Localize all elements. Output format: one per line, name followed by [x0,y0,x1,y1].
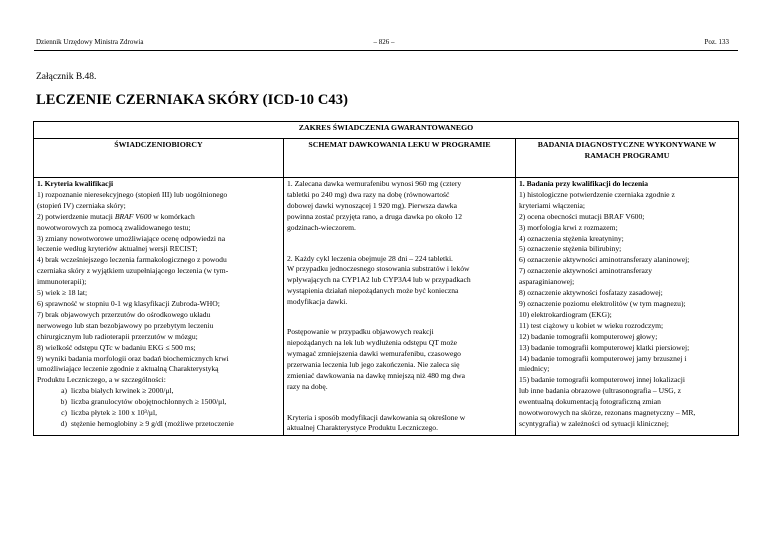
braf-mutation-term: BRAF V600 [114,211,152,221]
column-header-dosing: SCHEMAT DAWKOWANIA LEKU W PROGRAMIE [284,139,516,178]
criteria-subitem [37,408,280,419]
dosing-line: wystąpienia działań niepożądanych może być konieczna [287,286,459,296]
criteria-text: w komórkach [151,211,195,221]
subitem-letter: c) [61,408,67,418]
diagnostics-line: miednicy; [519,364,550,374]
dosing-line: niepożądanych na lek lub wydłużenia odstępu QT może [287,337,458,347]
paragraph-gap [287,234,512,244]
diagnostics-line: 3) morfologia krwi z rozmazem; [519,222,618,232]
subitem-letter: a) [61,386,67,396]
dosing-line: tabletki po 240 mg) dwa razy na dobę (równowartość [287,189,450,199]
criteria-line [37,212,280,223]
dosing-line: przerwania leczenia lub jego zakończenia. Nie zaleca się [287,359,460,369]
diagnostics-line: kryteriami włączenia; [519,200,585,210]
criteria-line: 3) zmiany nowotworowe umożliwiające ocenę odpowiedzi na [37,233,226,243]
dosing-line: 2. Każdy cykl leczenia obejmuje 28 dni – 224 tabletki. [287,253,453,263]
criteria-line: 9) wyniki badania morfologii oraz badań biochemicznych krwi [37,353,229,363]
annex-label: Załącznik B.48. [36,72,97,82]
beneficiaries-cell [34,178,284,436]
header-divider [34,50,738,51]
program-table [33,121,739,436]
diagnostics-line: 7) oznaczenie aktywności aminotransferazy [519,266,653,276]
dosing-line: 1. Zalecana dawka wemurafenibu wynosi 960 mg (cztery [287,179,462,188]
criteria-line: chirurgicznym lub radioterapii przerzutów w mózgu; [37,331,198,341]
paragraph-gap [287,393,512,403]
paragraph-gap [287,308,512,318]
criteria-line: 4) brak wcześniejszego leczenia farmakologicznego z powodu [37,255,227,265]
paragraph-gap [287,318,512,327]
diagnostics-line: 11) test ciążowy u kobiet w wieku rozrodczym; [519,320,664,330]
diagnostics-cell [516,178,739,436]
criteria-line: 5) wiek ≥ 18 lat; [37,288,88,298]
paragraph-gap [287,244,512,254]
diagnostics-line: 1) histologiczne potwierdzenie czerniaka zgodnie z [519,189,675,199]
criteria-heading: 1. Kryteria kwalifikacji [37,179,114,188]
page-number: – 826 – [373,38,395,46]
dosing-line: wymagać zmniejszenia dawki wemurafenibu, czasowego [287,348,461,358]
diagnostics-line: 6) oznaczenie aktywności aminotransferazy alaninowej; [519,255,690,265]
diagnostics-line: 5) oznaczenie stężenia bilirubiny; [519,244,622,254]
diagnostics-line: ewentualną dokumentacją fotograficzną zmian [519,397,661,407]
paragraph-gap [287,403,512,413]
criteria-line: nerwowego lub stan bezobjawowy po przebytym leczeniu [37,320,214,330]
page-title: LECZENIE CZERNIAKA SKÓRY (ICD-10 C43) [36,92,349,108]
dosing-cell [284,178,516,436]
subitem-text: liczba płytek ≥ 100 x 10³/μl, [71,408,158,418]
subitem-text: stężenie hemoglobiny ≥ 9 g/dl (możliwe przetoczenie [71,418,234,428]
criteria-line: nowotworowych za pomocą zwalidowanego testu; [37,222,191,232]
subitem-text: liczba białych krwinek ≥ 2000/μl, [71,386,174,396]
criteria-line: czerniaka skóry z wyjątkiem uzupełniającego leczenia (w tym- [37,266,229,276]
column-header-beneficiaries: ŚWIADCZENIOBIORCY [34,139,284,178]
dosing-line: dobowej dawki wynoszącej 1 920 mg). Pierwsza dawka [287,200,457,210]
diagnostics-line: 15) badanie tomografii komputerowej innej lokalizacji [519,375,685,385]
criteria-line: 1) rozpoznanie nieresekcyjnego (stopień III) lub uogólnionego [37,189,228,199]
diagnostics-line: 13) badanie tomografii komputerowej klatki piersiowej; [519,342,690,352]
criteria-subitem [37,419,280,430]
criteria-line: immunoterapii); [37,277,87,287]
dosing-line: Kryteria i sposób modyfikacji dawkowania są określone w [287,412,466,422]
dosing-line: godzinach-wieczorem. [287,222,356,232]
criteria-line: (stopień IV) czerniaka skóry; [37,200,126,210]
criteria-line: leczenie według kryteriów aktualnej wersji RECIST; [37,244,198,254]
diagnostics-line: 12) badanie tomografii komputerowej głowy; [519,331,658,341]
dosing-line: powinna zostać przyjęta rano, a druga dawka po około 12 [287,211,463,221]
scope-header: ZAKRES ŚWIADCZENIA GWARANTOWANEGO [34,122,739,139]
diagnostics-line: 10) elektrokardiogram (EKG); [519,309,612,319]
dosing-line: razy na dobę. [287,381,328,391]
dosing-line: modyfikacja dawki. [287,297,348,307]
criteria-line: Produktu Leczniczego, a w szczególności: [37,375,166,385]
criteria-subitem [37,397,280,408]
subitem-text: liczba granulocytów obojętnochłonnych ≥ 1500/μl, [71,397,227,407]
criteria-line: 6) sprawność w stopniu 0-1 wg klasyfikacji Zubroda-WHO; [37,298,220,308]
diagnostics-heading: 1. Badania przy kwalifikacji do leczenia [519,179,649,188]
diagnostics-line: 4) oznaczenia stężenia kreatyniny; [519,233,624,243]
diagnostics-line: scyntygrafia) w zależności od sytuacji klinicznej; [519,418,669,428]
dosing-line: zmieniać dawkowania na dawkę mniejszą niż 480 mg dwa [287,370,465,380]
subitem-letter: d) [60,418,67,428]
dosing-line: W przypadku jednoczesnego stosowania substratów i leków [287,264,470,274]
journal-name: Dziennik Urzędowy Ministra Zdrowia [36,38,144,46]
diagnostics-line: lub inne badania obrazowe (ultrasonografia – USG, z [519,386,681,396]
criteria-line: 7) brak objawowych przerzutów do ośrodkowego układu [37,309,211,319]
diagnostics-line: nowotworowych na skórze, rezonans magnetyczny – MR, [519,408,696,418]
diagnostics-line: asparaginianowej; [519,277,575,287]
diagnostics-line: 8) oznaczenie aktywności fosfatazy zasadowej; [519,288,663,298]
dosing-line: aktualnej Charakterystyce Produktu Leczniczego. [287,423,438,433]
diagnostics-line: 2) ocena obecności mutacji BRAF V600; [519,211,645,221]
criteria-subitem [37,386,280,397]
position-number: Poz. 133 [704,38,729,46]
criteria-line: 8) wielkość odstępu QTc w badaniu EKG ≤ 500 ms; [37,342,196,352]
diagnostics-line: 9) oznaczenie poziomu elektrolitów (w tym magnezu); [519,298,686,308]
criteria-line: umożliwiające leczenie zgodnie z aktualną Charakterystyką [37,364,219,374]
column-header-diagnostics: BADANIA DIAGNOSTYCZNE WYKONYWANE W RAMACH PROGRAMU [516,139,739,178]
subitem-letter: b) [60,397,67,407]
dosing-line: wpływających na CYP1A2 lub CYP3A4 lub w przypadkach [287,275,471,285]
criteria-text: 2) potwierdzenie mutacji [37,211,115,221]
dosing-line: Postępowanie w przypadku objawowych reakcji [287,327,434,337]
diagnostics-line: 14) badanie tomografii komputerowej jamy brzusznej i [519,353,687,363]
